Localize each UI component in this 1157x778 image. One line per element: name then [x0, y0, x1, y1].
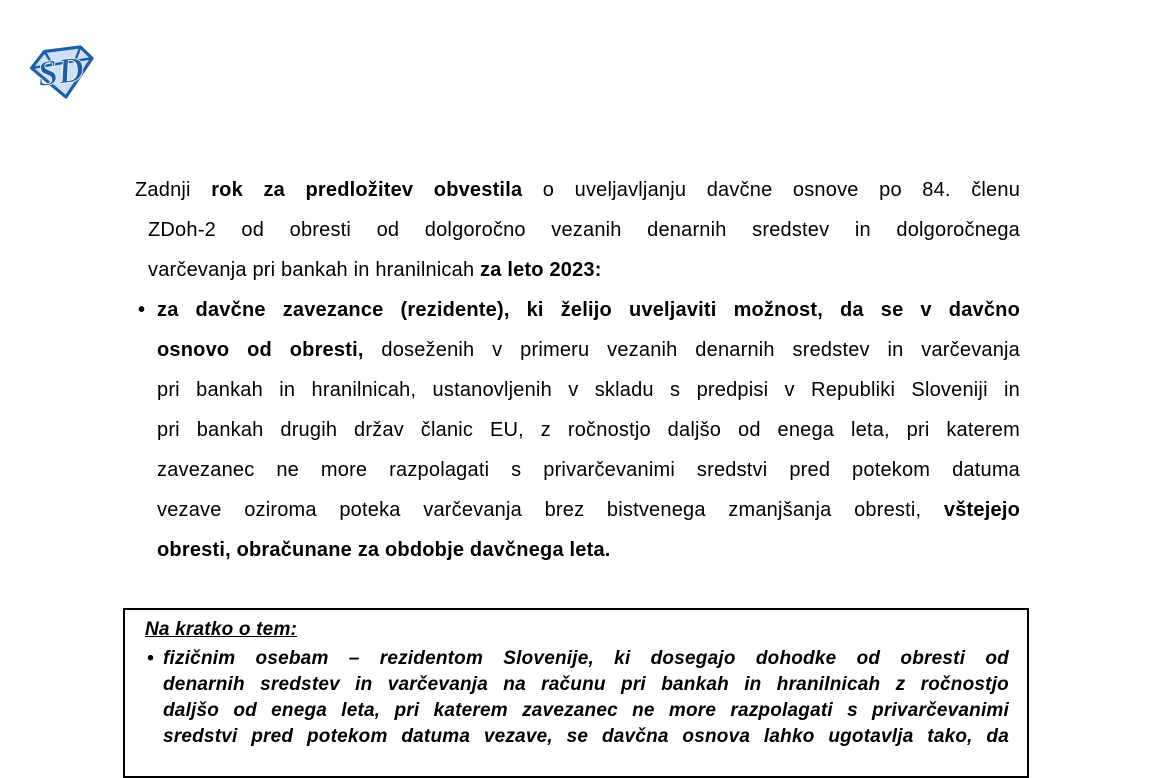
text-line — [135, 450, 1020, 490]
summary-box — [123, 608, 1029, 778]
main-text-column — [135, 170, 1020, 570]
bold-text-segment: fizičnim osebam – rezidentom Slovenije, ki dosegajo dohodke od obresti od — [163, 648, 1009, 669]
text-line — [145, 724, 1009, 750]
bold-text-segment: daljšo od enega leta, pri katerem zavezanec ne more razpolagati s privarčevanimi — [163, 700, 1009, 721]
text-segment: varčevanja pri bankah in hranilnicah — [148, 259, 481, 281]
text-segment: doseženih v primeru vezanih denarnih sredstev in varčevanja — [363, 339, 1021, 361]
text-line — [145, 698, 1009, 724]
text-line — [135, 170, 1020, 210]
bold-text-segment: obresti, obračunane za obdobje davčnega leta. — [157, 539, 611, 561]
text-segment: pri bankah in hranilnicah, ustanovljenih v skladu s predpisi v Republiki Sloveniji in — [157, 379, 1020, 401]
bullet-icon: • — [138, 299, 146, 321]
bold-text-segment: za leto 2023: — [480, 259, 602, 281]
text-line — [135, 290, 1020, 330]
bullet-paragraph — [135, 290, 1020, 570]
text-segment: Zadnji — [135, 179, 212, 201]
bold-text-segment: denarnih sredstev in varčevanja na računu pri bankah in hranilnicah z ročnostjo — [163, 674, 1009, 695]
intro-paragraph — [135, 170, 1020, 290]
text-segment: vezave oziroma poteka varčevanja brez bistvenega zmanjšanja obresti, — [157, 499, 944, 521]
bold-text-segment: osnovo od obresti, — [157, 339, 364, 361]
logo-letters: SD — [35, 48, 87, 95]
gem-icon — [26, 45, 106, 111]
text-line — [145, 672, 1009, 698]
text-line — [135, 490, 1020, 530]
text-line — [135, 370, 1020, 410]
text-segment: ZDoh-2 od obresti od dolgoročno vezanih denarnih sredstev in dolgoročnega — [148, 219, 1020, 241]
sd-gem-logo — [26, 45, 106, 111]
text-line — [145, 646, 1009, 672]
bullet-icon: • — [147, 648, 154, 669]
text-segment: o uveljavljanju davčne osnove po 84. členu — [522, 179, 1021, 201]
bold-text-segment: za davčne zavezance (rezidente), ki želijo uveljaviti možnost, da se v davčno — [157, 299, 1020, 321]
summary-box-heading: Na kratko o tem: — [145, 619, 298, 640]
text-line — [135, 210, 1020, 250]
bold-text-segment: rok za predložitev obvestila — [211, 179, 523, 201]
text-line — [135, 530, 1020, 570]
bold-text-segment: sredstvi pred potekom datuma vezave, se davčna osnova lahko ugotavlja tako, da — [163, 726, 1009, 747]
text-segment: pri bankah drugih držav članic EU, z ročnostjo daljšo od enega leta, pri katerem — [157, 419, 1020, 441]
bold-text-segment: vštejejo — [943, 499, 1020, 521]
text-line — [135, 250, 1020, 290]
summary-box-bullets — [145, 646, 1009, 750]
text-segment: zavezanec ne more razpolagati s privarčevanimi sredstvi pred potekom datuma — [157, 459, 1020, 481]
text-line — [135, 330, 1020, 370]
text-line — [135, 410, 1020, 450]
